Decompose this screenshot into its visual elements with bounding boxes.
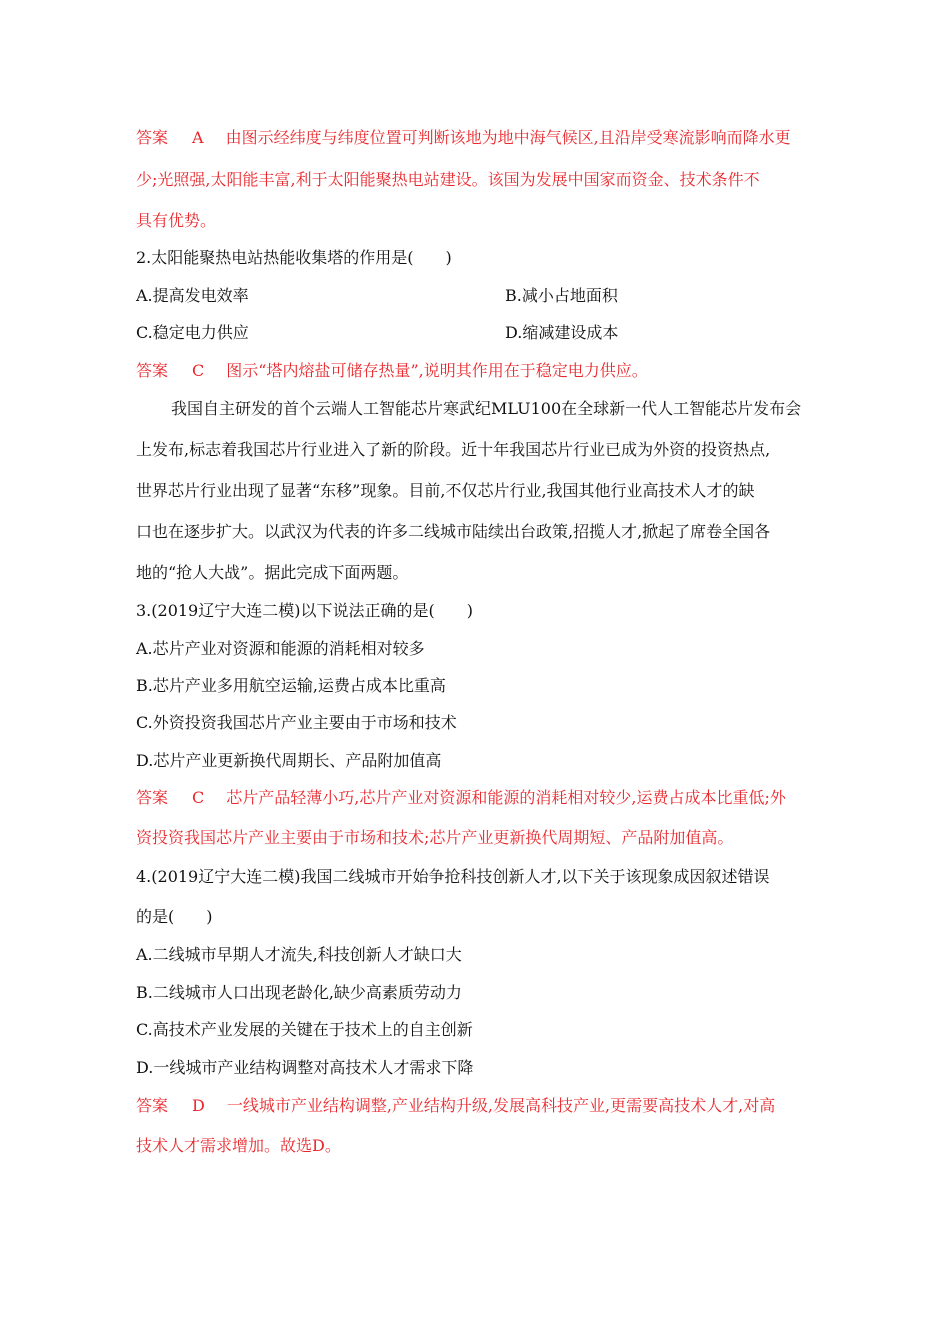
q2-option-d: D.缩减建设成本 [505,323,619,342]
q1-answer-line-1: 答案 A 由图示经纬度与纬度位置可判断该地为地中海气候区,且沿岸受寒流影响而降水更 [136,128,791,147]
q3-option-b: B.芯片产业多用航空运输,运费占成本比重高 [136,676,446,695]
q1-answer-line-3: 具有优势。 [136,211,217,230]
q4-option-b: B.二线城市人口出现老龄化,缺少高素质劳动力 [136,983,462,1002]
q3-option-d: D.芯片产业更新换代周期长、产品附加值高 [136,751,442,770]
q4-option-a: A.二线城市早期人才流失,科技创新人才缺口大 [136,945,462,964]
passage-line-4: 口也在逐步扩大。以武汉为代表的许多二线城市陆续出台政策,招揽人才,掀起了席卷全国各 [136,522,771,541]
answer-label: 答案 [136,788,169,807]
q2-option-a: A.提高发电效率 [136,286,249,305]
answer-label: 答案 [136,1096,169,1115]
q1-answer-line-2: 少;光照强,太阳能丰富,利于太阳能聚热电站建设。该国为发展中国家而资金、技术条件不 [136,170,760,189]
answer-label: 答案 [136,361,169,380]
answer-letter: D [192,1096,205,1115]
q2-option-c: C.稳定电力供应 [136,323,249,342]
q2-stem: 2.太阳能聚热电站热能收集塔的作用是( ) [136,248,452,267]
passage-line-2: 上发布,标志着我国芯片行业进入了新的阶段。近十年我国芯片行业已成为外资的投资热点, [136,440,771,459]
passage-line-1: 我国自主研发的首个云端人工智能芯片寒武纪MLU100在全球新一代人工智能芯片发布会 [171,399,802,418]
answer-letter: C [192,361,205,380]
answer-label: 答案 [136,128,169,147]
passage-line-5: 地的“抢人大战”。据此完成下面两题。 [136,563,409,582]
answer-letter: C [192,788,205,807]
q4-option-d: D.一线城市产业结构调整对高技术人才需求下降 [136,1058,474,1077]
q4-answer-line-2: 技术人才需求增加。故选D。 [136,1136,341,1155]
q3-stem: 3.(2019辽宁大连二模)以下说法正确的是( ) [136,601,473,620]
q3-answer-line-1: 答案 C 芯片产品轻薄小巧,芯片产业对资源和能源的消耗相对较少,运费占成本比重低;外 [136,788,786,807]
q3-answer-line-2: 资投资我国芯片产业主要由于市场和技术;芯片产业更新换代周期短、产品附加值高。 [136,828,734,847]
q2-answer: 答案 C 图示“塔内熔盐可储存热量”,说明其作用在于稳定电力供应。 [136,361,648,380]
q4-stem-line-1: 4.(2019辽宁大连二模)我国二线城市开始争抢科技创新人才,以下关于该现象成因叙述错误 [136,867,770,886]
q4-option-c: C.高技术产业发展的关键在于技术上的自主创新 [136,1020,473,1039]
passage-line-3: 世界芯片行业出现了显著“东移”现象。目前,不仅芯片行业,我国其他行业高技术人才的缺 [136,481,755,500]
answer-letter: A [192,128,204,147]
q4-answer-line-1: 答案 D 一线城市产业结构调整,产业结构升级,发展高科技产业,更需要高技术人才,对高 [136,1096,776,1115]
q3-option-c: C.外资投资我国芯片产业主要由于市场和技术 [136,713,457,732]
q4-stem-line-2: 的是( ) [136,907,213,926]
q3-option-a: A.芯片产业对资源和能源的消耗相对较多 [136,639,425,658]
q2-option-b: B.减小占地面积 [505,286,618,305]
